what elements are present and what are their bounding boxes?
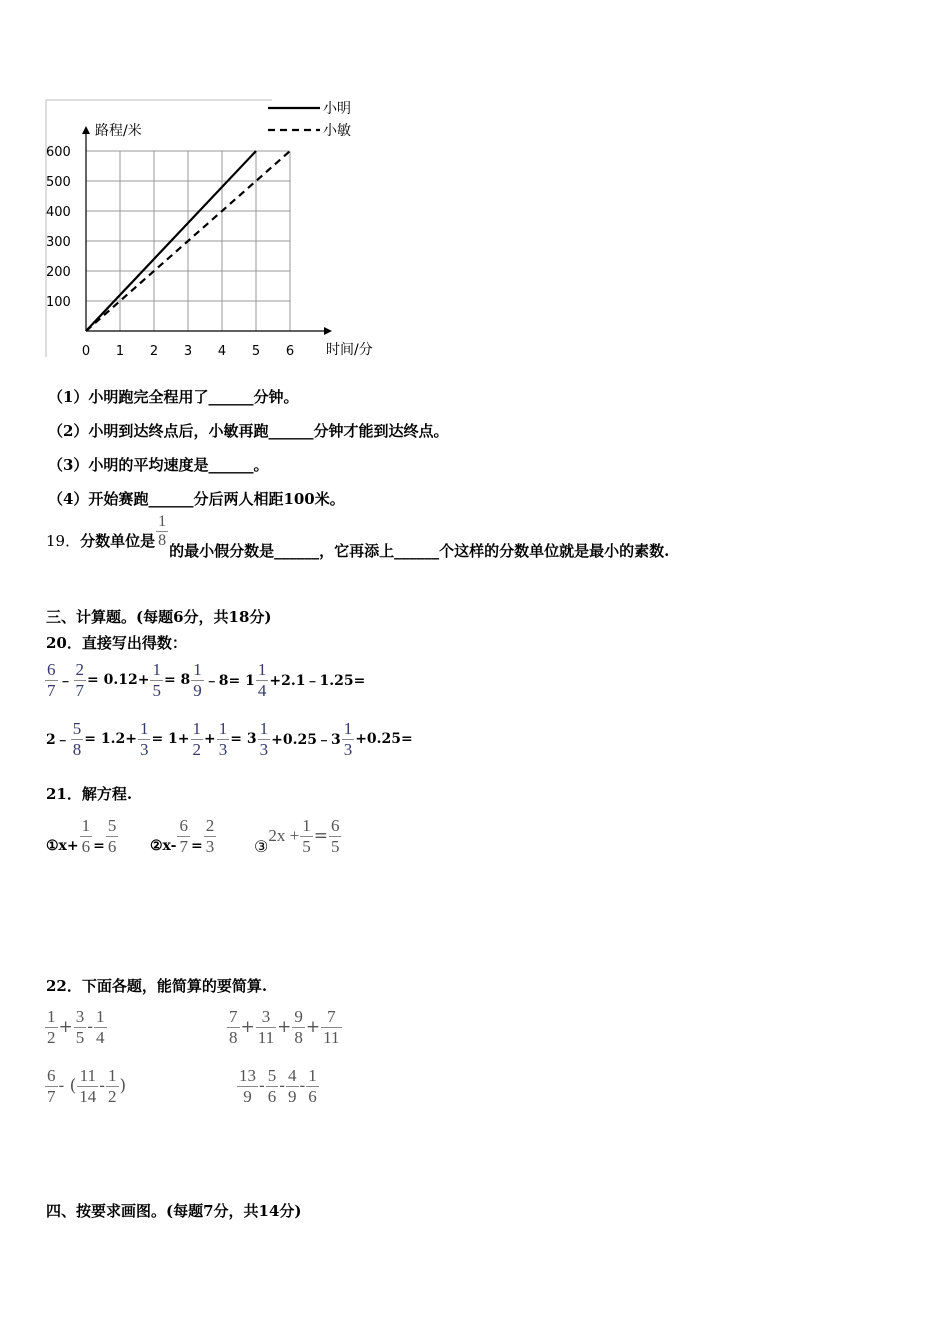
chart-axes bbox=[46, 100, 332, 357]
fraction: $\frac{6}{7}$ bbox=[47, 1066, 56, 1106]
q19-text-a: 分数单位是 bbox=[80, 532, 156, 551]
y-axis-arrow bbox=[82, 126, 90, 134]
fraction: $\frac{1}{6}$ bbox=[308, 1066, 317, 1106]
q21-title: 21．解方程. bbox=[46, 785, 133, 803]
fraction: $\frac{6}{5}$ bbox=[330, 816, 340, 856]
chart-legend bbox=[268, 101, 351, 139]
q20-title: 20．直接写出得数： bbox=[46, 634, 187, 652]
q20-row-2: 2﹣ $\frac{5}{8}$ = 1.2+ $\frac{1}{3}$ = 1+ $\frac{1}{2}$ + $\frac{1}{3}$ = 3 $\frac{1}{3}$ +0.25﹣3 $\frac{1}{3}$ +0.25= bbox=[46, 719, 413, 759]
y-tick-label: 500 bbox=[46, 175, 71, 190]
x-axis-label: 时间/分 bbox=[326, 342, 373, 358]
fraction: $\frac{2}{3}$ bbox=[205, 816, 215, 856]
q22-expression-c: $\frac{6}{7}$ - ( $\frac{11}{14}$ - $\frac{1}{2}$ ) bbox=[47, 1066, 127, 1106]
fraction: $\frac{1}{9}$ bbox=[193, 660, 202, 700]
q21-equation-3: ③ 2x + $\frac{1}{5}$ = $\frac{6}{5}$ bbox=[254, 816, 340, 856]
fraction: $\frac{7}{8}$ bbox=[229, 1007, 238, 1047]
x-tick-label: 1 bbox=[115, 344, 125, 359]
x-tick-label: 4 bbox=[217, 344, 227, 359]
fraction: $\frac{3}{5}$ bbox=[75, 1007, 85, 1047]
q19-text-b: 的最小假分数是______，它再添上______个这样的分数单位就是最小的素数. bbox=[169, 542, 670, 561]
fraction: $\frac{7}{11}$ bbox=[323, 1007, 340, 1047]
legend-label-2: 小敏 bbox=[323, 123, 351, 139]
q18-part4: （4）开始赛跑______分后两人相距100米。 bbox=[48, 490, 345, 508]
y-tick-label: 100 bbox=[46, 295, 71, 310]
fraction: $\frac{1}{4}$ bbox=[96, 1007, 105, 1047]
fraction: $\frac{1}{2}$ bbox=[47, 1007, 56, 1047]
q18-part3: （3）小明的平均速度是______。 bbox=[48, 456, 269, 474]
q20-row-1: $\frac{6}{7}$ ﹣ $\frac{2}{7}$ = 0.12+ $\frac{1}{5}$ = 8 $\frac{1}{9}$ ﹣8= 1 $\frac{1}{4}$ +2.1﹣1.25= bbox=[47, 660, 366, 700]
q22-expression-d: $\frac{13}{9}$ - $\frac{5}{6}$ - $\frac{4}{9}$ - $\frac{1}{6}$ bbox=[239, 1066, 317, 1106]
x-tick-label: 2 bbox=[149, 344, 159, 359]
fraction: $\frac{1}{3}$ bbox=[218, 719, 228, 759]
fraction: $\frac{5}{8}$ bbox=[72, 719, 82, 759]
fraction: $\frac{11}{14}$ bbox=[79, 1066, 97, 1106]
q19-fraction: $\frac{1}{8}$ bbox=[158, 513, 167, 550]
fraction: $\frac{6}{7}$ bbox=[47, 660, 56, 700]
fraction: $\frac{13}{9}$ bbox=[239, 1066, 256, 1106]
fraction: $\frac{5}{6}$ bbox=[267, 1066, 277, 1106]
distance-time-chart bbox=[40, 95, 380, 365]
y-tick-label: 600 bbox=[46, 145, 71, 160]
fraction: $\frac{1}{3}$ bbox=[259, 719, 269, 759]
y-tick-label: 200 bbox=[46, 265, 71, 280]
q18-part2: （2）小明到达终点后，小敏再跑______分钟才能到达终点。 bbox=[48, 422, 449, 440]
fraction: $\frac{1}{4}$ bbox=[257, 660, 267, 700]
fraction: $\frac{6}{7}$ bbox=[179, 816, 188, 856]
fraction: $\frac{1}{2}$ bbox=[192, 719, 202, 759]
q21-equation-1: ①x+ $\frac{1}{6}$ = $\frac{5}{6}$ bbox=[46, 816, 117, 856]
question-19 bbox=[46, 513, 670, 561]
q22-expression-b: $\frac{7}{8}$ + $\frac{3}{11}$ + $\frac{9}{8}$ + $\frac{7}{11}$ bbox=[229, 1007, 340, 1047]
fraction: $\frac{3}{11}$ bbox=[257, 1007, 275, 1047]
y-axis-label: 路程/米 bbox=[95, 123, 142, 139]
y-tick-label: 300 bbox=[46, 235, 71, 250]
q22-expression-a: $\frac{1}{2}$ + $\frac{3}{5}$ - $\frac{1}{4}$ bbox=[47, 1007, 105, 1047]
fraction: $\frac{1}{3}$ bbox=[343, 719, 353, 759]
section-3-heading: 三、计算题。(每题6分，共18分) bbox=[46, 608, 272, 626]
legend-label-1: 小明 bbox=[323, 101, 351, 117]
q18-part1: （1）小明跑完全程用了______分钟。 bbox=[48, 388, 299, 406]
q21-equation-2: ②x- $\frac{6}{7}$ = $\frac{2}{3}$ bbox=[150, 816, 215, 856]
fraction: $\frac{1}{5}$ bbox=[152, 660, 161, 700]
y-tick-label: 400 bbox=[46, 205, 71, 220]
fraction: $\frac{5}{6}$ bbox=[107, 816, 117, 856]
q19-number: 19． bbox=[46, 532, 81, 551]
x-tick-label: 0 bbox=[81, 344, 91, 359]
x-axis-arrow bbox=[324, 327, 332, 335]
x-tick-label: 5 bbox=[251, 344, 261, 359]
x-tick-label: 6 bbox=[285, 344, 295, 359]
fraction: $\frac{4}{9}$ bbox=[288, 1066, 297, 1106]
fraction: $\frac{9}{8}$ bbox=[294, 1007, 303, 1047]
section-4-heading: 四、按要求画图。(每题7分，共14分) bbox=[46, 1202, 302, 1220]
q22-title: 22．下面各题，能简算的要简算. bbox=[46, 977, 268, 995]
fraction: $\frac{1}{2}$ bbox=[108, 1066, 117, 1106]
fraction: $\frac{1}{5}$ bbox=[302, 816, 311, 856]
fraction: $\frac{2}{7}$ bbox=[75, 660, 84, 700]
x-tick-label: 3 bbox=[183, 344, 193, 359]
fraction: $\frac{1}{3}$ bbox=[139, 719, 149, 759]
fraction: $\frac{1}{6}$ bbox=[81, 816, 91, 856]
